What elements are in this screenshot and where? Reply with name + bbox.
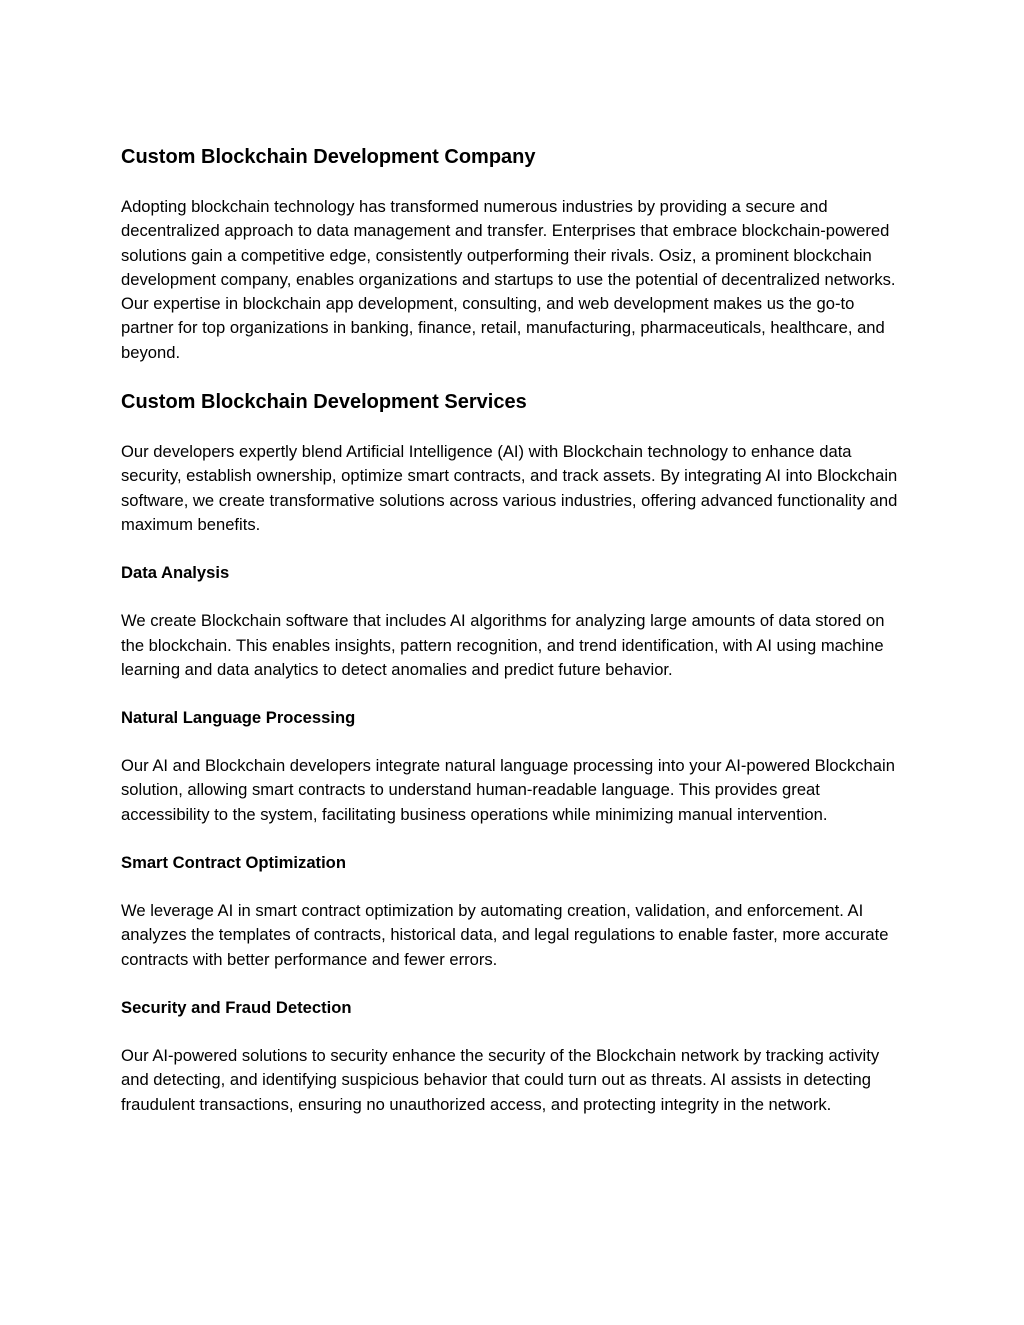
subsection-heading-security: Security and Fraud Detection [121, 997, 352, 1017]
section-paragraph-company: Adopting blockchain technology has transformed numerous industries by providing a secure and decentralized approach to data management and transfer. Enterprises that embrace blockchain-powered solutions gain a competitive edge, consistently outperforming their rivals. Osiz, a prominent blockchain development company, enables organizations and startups to use the potential of decentralized networks. Our expertise in blockchain app development, consulting, and web development makes us the go-to partner for top organizations in banking, finance, retail, manufacturing, pharmaceuticals, healthcare, and beyond. [121, 197, 896, 362]
subsection-heading-smart-contract: Smart Contract Optimization [121, 853, 346, 873]
section-heading-company: Custom Blockchain Development Company [121, 146, 536, 168]
subsection-paragraph-smart-contract: We leverage AI in smart contract optimization by automating creation, validation, and enforcement. AI analyzes the templates of contracts, historical data, and legal regulations to enable faster, more accurate contracts with better performance and fewer errors. [121, 901, 889, 969]
subsection-paragraph-nlp: Our AI and Blockchain developers integrate natural language processing into your AI-powered Blockchain solution, allowing smart contracts to understand human-readable language. This provides great accessibility to the system, facilitating business operations while minimizing manual intervention. [121, 756, 895, 824]
subsection-paragraph-data-analysis: We create Blockchain software that includes AI algorithms for analyzing large amounts of data stored on the blockchain. This enables insights, pattern recognition, and trend identification, with AI using machine learning and data analytics to detect anomalies and predict future behavior. [121, 611, 885, 679]
subsection-heading-nlp: Natural Language Processing [121, 708, 356, 728]
section-paragraph-services: Our developers expertly blend Artificial Intelligence (AI) with Blockchain technology to enhance data security, establish ownership, optimize smart contracts, and track assets. By integrating AI into Blockchain software, we create transformative solutions across various industries, offering advanced functionality and maximum benefits. [121, 442, 898, 534]
document-page [121, 144, 911, 1141]
section-heading-services: Custom Blockchain Development Services [121, 391, 527, 414]
subsection-heading-data-analysis: Data Analysis [121, 563, 230, 583]
subsection-paragraph-security: Our AI-powered solutions to security enhance the security of the Blockchain network by tracking activity and detecting, and identifying suspicious behavior that could turn out as threats. AI assists in detecting fraudulent transactions, ensuring no unauthorized access, and protecting integrity in the network. [121, 1045, 880, 1114]
